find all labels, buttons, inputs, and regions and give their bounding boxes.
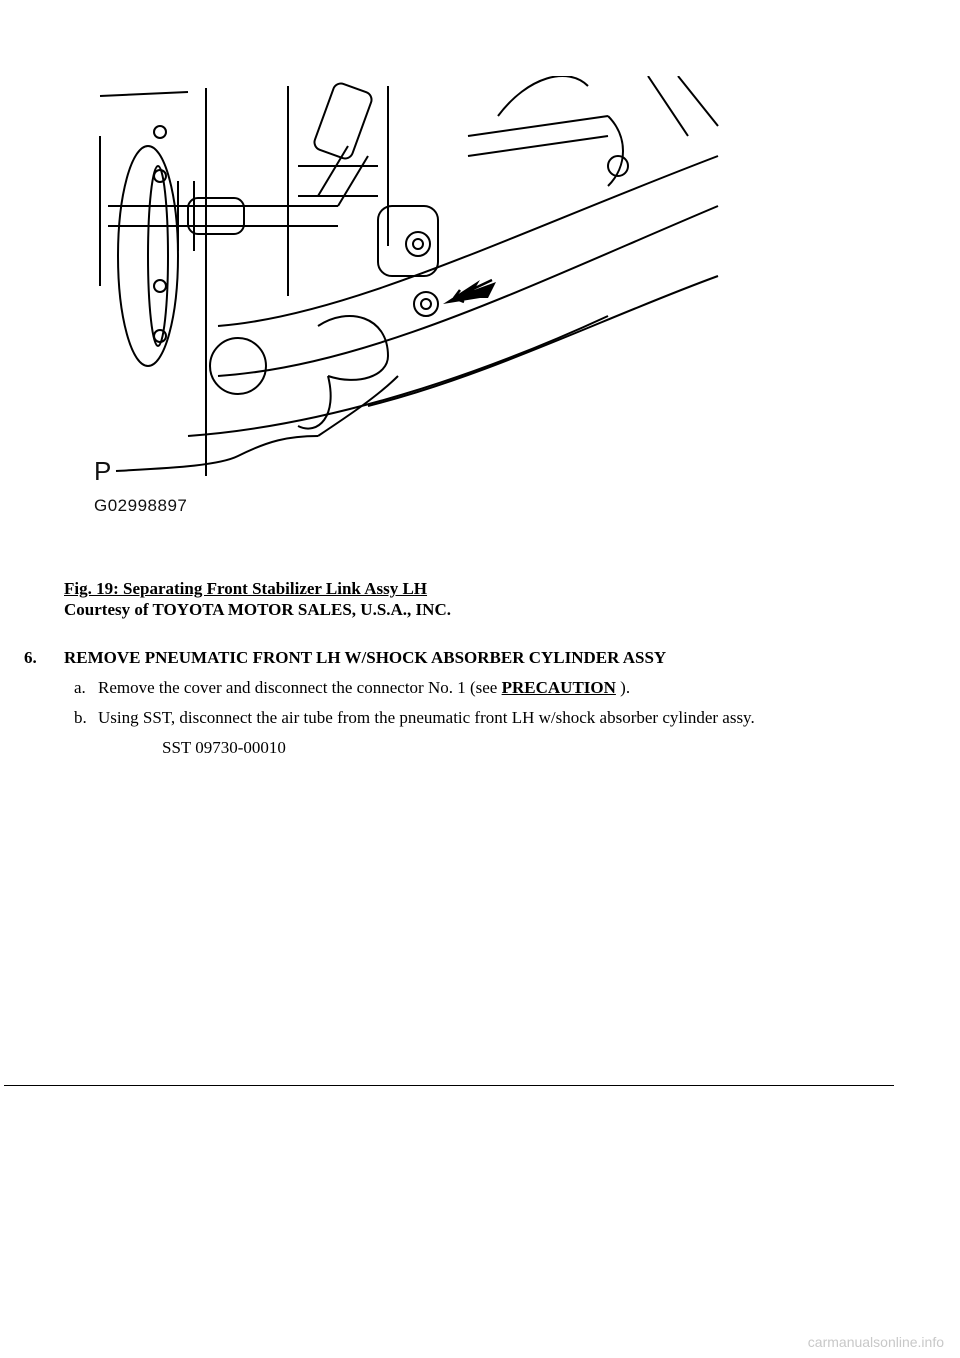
sst-number: SST 09730-00010: [162, 738, 286, 757]
stabilizer-link-drawing: [88, 76, 728, 536]
substep-a: [74, 678, 630, 698]
step-title: REMOVE PNEUMATIC FRONT LH W/SHOCK ABSORBER CYLINDER ASSY: [64, 648, 667, 667]
figure-caption: [64, 578, 451, 620]
substep-b-letter: b.: [74, 708, 87, 727]
step-number: 6.: [24, 648, 37, 667]
page-divider: [4, 1085, 894, 1086]
substep-a-letter: a.: [74, 678, 86, 697]
figure-caption-courtesy: Courtesy of TOYOTA MOTOR SALES, U.S.A., INC.: [64, 600, 451, 619]
substep-b-text: Using SST, disconnect the air tube from the pneumatic front LH w/shock absorber cylinder assy.: [98, 708, 755, 727]
step-heading: [24, 648, 666, 668]
figure-label-p: P: [94, 456, 112, 486]
figure-illustration: [88, 76, 728, 536]
substep-a-text: Remove the cover and disconnect the connector No. 1 (see: [98, 678, 502, 697]
footer-watermark: carmanualsonline.info: [807, 1334, 944, 1350]
substep-a-text-after: ).: [615, 678, 631, 697]
precaution-link[interactable]: PRECAUTION: [501, 678, 616, 697]
figure-code: G02998897: [94, 496, 188, 515]
substep-b: [74, 708, 755, 728]
figure-caption-title[interactable]: Fig. 19: Separating Front Stabilizer Link Assy LH: [64, 579, 428, 598]
